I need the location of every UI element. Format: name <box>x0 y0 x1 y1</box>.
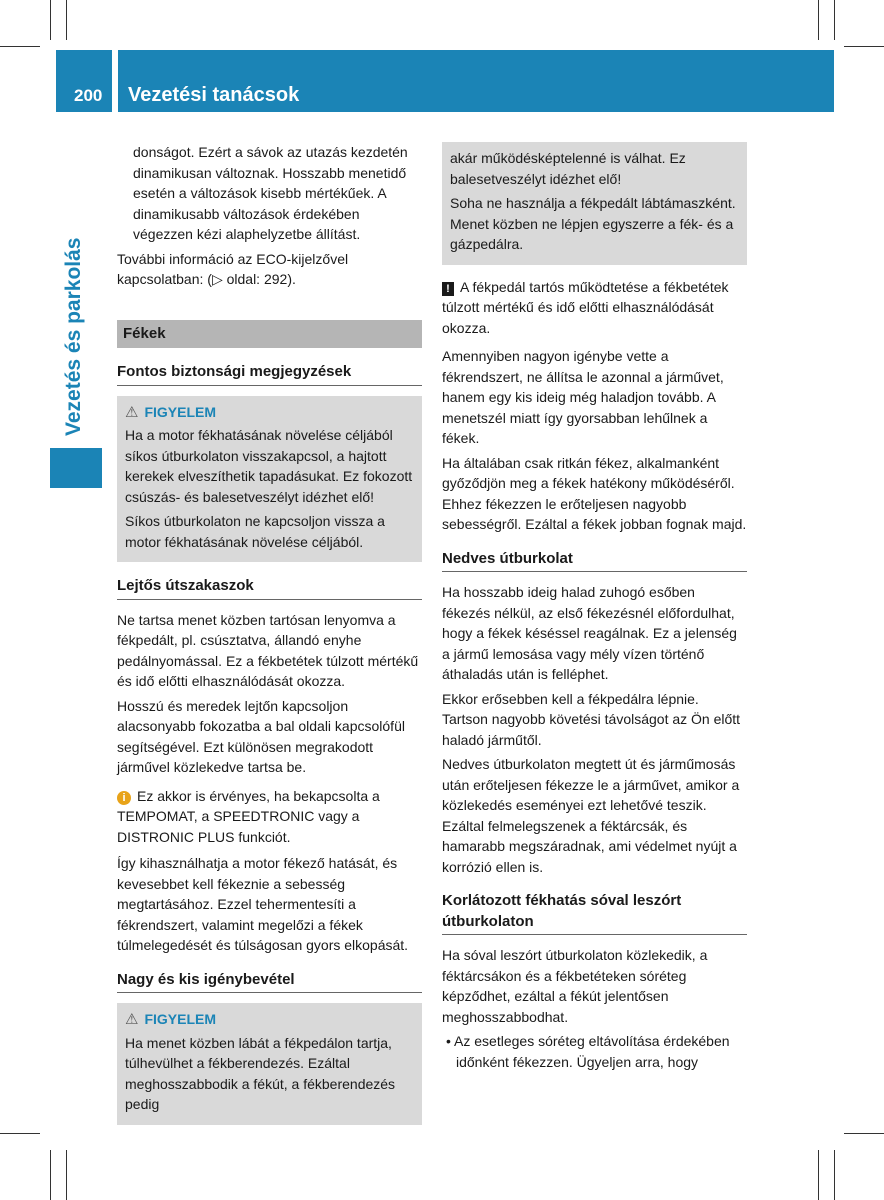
crop-mark <box>66 0 67 40</box>
intro-paragraph: donságot. Ezért a sávok az utazás kezdetén dinamikusan változnak. Hosszabb menetidő esetén a változások kisebb mértékűek. A dinamikusabb változások érdekében végezzen kézi alaphelyzetbe állítást. <box>133 144 408 242</box>
info-note: i Ez akkor is érvényes, ha bekapcsolta a TEMPOMAT, a SPEEDTRONIC vagy a DISTRONIC PLUS funkciót. <box>117 787 380 845</box>
paragraph: Ha hosszabb ideig halad zuhogó esőben fékezés nélkül, az első fékezésnél előfordulhat, hogy a fékek késéssel reagálnak. Ez a jelenség a jármű lemosása vagy mély vízen történő áthaladás után is felléphet. <box>442 584 737 682</box>
heading-safety: Fontos biztonsági megjegyzések <box>117 362 422 386</box>
crop-mark <box>50 0 51 40</box>
warning-box-continued <box>442 142 747 265</box>
crop-mark <box>834 1150 835 1200</box>
crop-mark <box>0 46 40 47</box>
paragraph: Ne tartsa menet közben tartósan lenyomva a fékpedált, pl. csúsztatva, állandó enyhe pedálnyomással. Ez a fékbetétek túlzott mértékű és idő előtti elhasználódását okozza. <box>117 611 419 689</box>
warning-text: Ha a motor fékhatásának növelése céljából síkos útburkolaton visszakapcsol, a hajtott kerekek elveszíthetik tapadásukat. Ez fokozott csúszás- és balesetveszélyt idézhet elő! <box>125 427 413 505</box>
heading-heavy-use: Nagy és kis igénybevétel <box>117 970 422 994</box>
crop-mark <box>818 0 819 40</box>
warning-text: Soha ne használja a fékpedált lábtámaszként. Menet közben ne lépjen egyszerre a fék- és a gázpedálra. <box>450 195 736 252</box>
crop-mark <box>844 46 884 47</box>
paragraph: Hosszú és meredek lejtőn kapcsoljon alacsonyabb fokozatba a bal oldali kapcsolófül segítségével. Ezt különösen megrakodott járművel közlekedve tartsa be. <box>117 697 405 775</box>
warning-text: Ha menet közben lábát a fékpedálon tartja, túlhevülhet a fékberendezés. Ezáltal meghosszabbodik a fékút, a fékberendezés pedig <box>125 1034 396 1112</box>
crop-mark <box>818 1150 819 1200</box>
crop-mark <box>66 1150 67 1200</box>
left-column <box>117 142 422 1133</box>
warning-box <box>117 1003 422 1125</box>
paragraph: Amennyiben nagyon igénybe vette a fékrendszert, ne állítsa le azonnal a járművet, hanem egy kis ideig még haladjon tovább. A menetszél miatt így gyorsabban lehűlnek a fékek. <box>442 348 724 446</box>
paragraph: Nedves útburkolaton megtett út és járműmosás után erőteljesen fékezze le a járművet, amikor a közlekedés eseményei ezt lehetővé teszik. Ezáltal felmelegszenek a féktárcsák, és hamarabb megszáradnak, ami védelmet nyújt a korrózió ellen is. <box>442 756 740 875</box>
warning-box <box>117 396 422 563</box>
page-number: 200 <box>74 86 103 105</box>
side-tab-marker <box>50 448 102 488</box>
section-title: Vezetési tanácsok <box>128 84 300 106</box>
warning-heading: ⚠ FIGYELEM <box>125 402 414 424</box>
info-icon: i <box>117 791 131 805</box>
side-tab-label: Vezetés és parkolás <box>62 237 85 436</box>
intro-more: További információ az ECO-kijelzővel kapcsolatban: (▷ oldal: 292). <box>117 250 349 287</box>
heading-salted-road: Korlátozott fékhatás sóval leszórt útburkolaton <box>442 891 747 935</box>
bullet-item: • Az esetleges sóréteg eltávolítása érdekében időnként fékezzen. Ügyeljen arra, hogy <box>446 1033 730 1070</box>
warning-triangle-icon: ⚠ <box>125 403 139 421</box>
heading-downhill: Lejtős útszakaszok <box>117 576 422 600</box>
crop-mark <box>50 1150 51 1200</box>
right-column <box>442 142 747 1076</box>
paragraph: Ha sóval leszórt útburkolaton közlekedik, a féktárcsákon és a fékbetéteken sóréteg képződhet, ezáltal a fékút jelentősen meghosszabbodhat. <box>442 947 708 1025</box>
crop-mark <box>0 1133 40 1134</box>
paragraph: Ekkor erősebben kell a fékpedálra lépnie. Tartson nagyobb követési távolságot az Ön előtt haladó járműtől. <box>442 690 741 748</box>
warning-text: Síkos útburkolaton ne kapcsoljon vissza a motor fékhatásának növelése céljából. <box>125 513 385 550</box>
heading-wet-road: Nedves útburkolat <box>442 549 747 573</box>
warning-triangle-icon: ⚠ <box>125 1011 139 1028</box>
warning-heading: ⚠ FIGYELEM <box>125 1009 414 1031</box>
warning-text: akár működésképtelenné is válhat. Ez balesetveszélyt idézhet elő! <box>450 150 686 187</box>
paragraph: Így kihasználhatja a motor fékező hatását, és kevesebbet kell fékeznie a sebesség megtartásához. Ezzel tehermentesíti a fékrendszert, valamint megelőzi a fékek túlmelegedését és túlságosan gyors elkopását. <box>117 855 409 953</box>
crop-mark <box>834 0 835 40</box>
notice: ! A fékpedál tartós működtetése a fékbetétek túlzott mértékű és idő előtti elhasználódását okozza. <box>442 278 729 336</box>
section-band-brakes: Fékek <box>117 320 422 349</box>
exclamation-icon: ! <box>442 282 454 296</box>
crop-mark <box>844 1133 884 1134</box>
paragraph: Ha általában csak ritkán fékez, alkalmanként győződjön meg a fékek hatékony működéséről. Ehhez fékezzen le erőteljesen nagyobb sebességről. Ezáltal a fékek jobban fognak majd. <box>442 454 747 532</box>
